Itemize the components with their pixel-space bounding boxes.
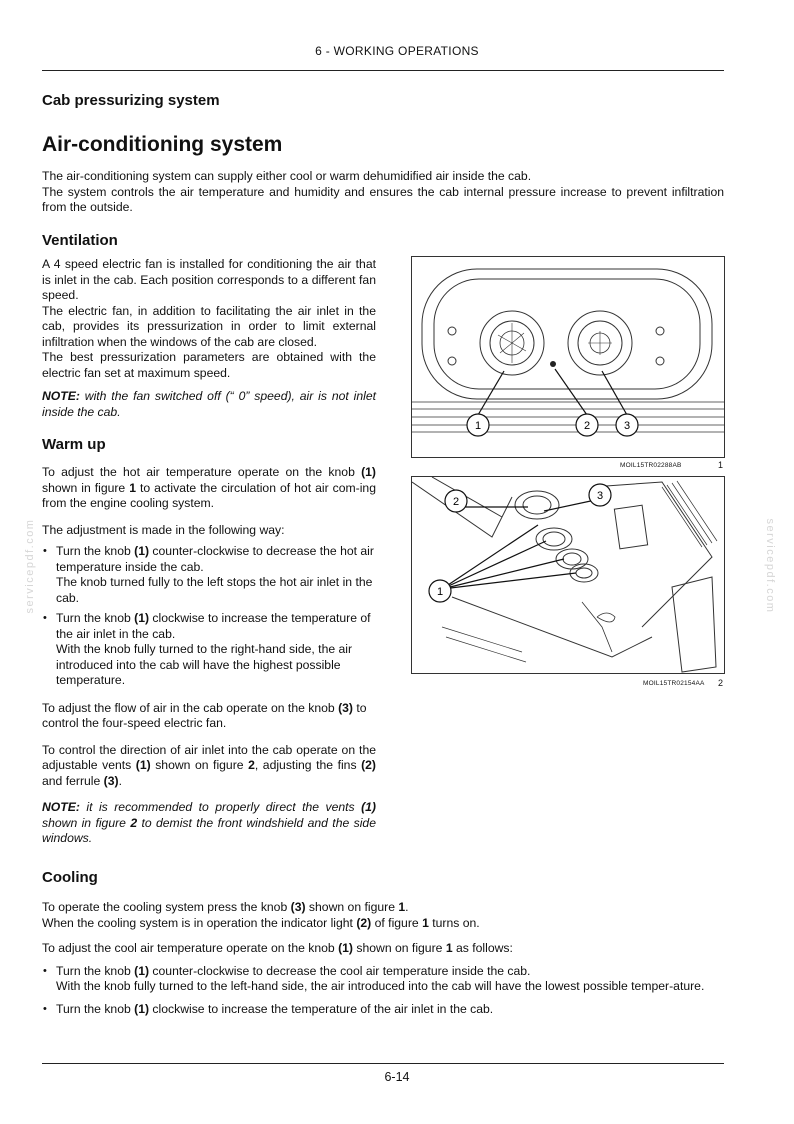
cooling-text (42, 900, 724, 1017)
callout-2: 2 (583, 420, 591, 432)
intro-paragraph: The system controls the air temperature and humidity and ensures the cab internal pressure increase to prevent infiltration from the outside. (42, 184, 724, 214)
heading-cooling: Cooling (42, 869, 98, 886)
heading-warm-up: Warm up (42, 436, 106, 453)
figure-1-number: 1 (718, 460, 724, 470)
callout-1: 1 (474, 420, 482, 432)
ventilation-paragraph: The electric fan, in addition to facilitating the air inlet in the cab, provides its pressurization in order to limit external infiltration when the windows of the cab are closed. (42, 303, 376, 349)
indicator-light (550, 361, 556, 367)
ventilation-paragraph: A 4 speed electric fan is installed for conditioning the air that is inlet in the cab. Each position corresponds to a different fan speed. (42, 257, 376, 302)
control-panel-illustration (412, 257, 724, 457)
figure-2 (411, 476, 725, 674)
callout-1: 1 (436, 586, 444, 598)
cooling-paragraph: To adjust the cool air temperature operate on the knob (1) shown on figure 1 as follows: (42, 941, 513, 955)
figure-1-caption: MOIL15TR02288AB (620, 462, 682, 469)
warmup-text (42, 465, 376, 847)
heading-ventilation: Ventilation (42, 232, 118, 249)
intro-paragraph: The air-conditioning system can supply either cool or warm dehumidified air inside the cab. (42, 169, 532, 183)
callout-3: 3 (596, 490, 604, 502)
note-text: with the fan switched off (“ 0” speed), air is not inlet inside the cab. (42, 389, 376, 419)
header-rule (42, 70, 724, 71)
ventilation-text (42, 257, 376, 420)
note-label: NOTE: (42, 389, 80, 403)
footer-rule (42, 1063, 724, 1064)
watermark-left: servicepdf.com (24, 518, 36, 614)
intro-block (42, 169, 724, 216)
ventilation-paragraph: The best pressurization parameters are obtained with the electric fan set at maximum speed. (42, 350, 376, 380)
list-item: • Turn the knob (1) clockwise to increase the temperature of the air inlet in the cab. (42, 1002, 724, 1018)
vents-illustration (412, 477, 724, 673)
page-number: 6-14 (384, 1070, 410, 1084)
warmup-paragraph: To adjust the hot air temperature operate on the knob (1) shown in figure 1 to activate the circulation of hot air com-ing from the engine cooling system. (42, 465, 376, 510)
cooling-paragraph: To operate the cooling system press the knob (3) shown on figure 1. (42, 900, 409, 914)
list-item: • Turn the knob (1) counter-clockwise to decrease the hot air temperature inside the cab. The knob turned fully to the left stops the hot air inlet in the cab. (42, 544, 376, 606)
warmup-paragraph: To adjust the flow of air in the cab operate on the knob (3) to control the four-speed electric fan. (42, 700, 367, 730)
figure-1 (411, 256, 725, 458)
warmup-paragraph: To control the direction of air inlet into the cab operate on the adjustable vents (1) shown on figure 2, adjusting the fins (2) and ferrule (3). (42, 742, 376, 788)
callout-3: 3 (623, 420, 631, 432)
list-item: • Turn the knob (1) counter-clockwise to decrease the cool air temperature inside the cab. With the knob fully turned to the left-hand side, the air introduced into the cab will have the lowest possible temper-ature. (42, 964, 724, 995)
cooling-paragraph: When the cooling system is in operation the indicator light (2) of figure 1 turns on. (42, 915, 480, 930)
callout-2: 2 (452, 496, 460, 508)
warmup-paragraph: The adjustment is made in the following way: (42, 522, 285, 537)
figure-2-caption: MOIL15TR02154AA (643, 680, 705, 687)
warmup-list (42, 544, 376, 689)
ventilation-note (42, 389, 376, 420)
watermark-right: servicepdf.com (764, 518, 776, 614)
warmup-note: NOTE: it is recommended to properly direct the vents (1) shown in figure 2 to demist the front windshield and the side windows. (42, 800, 376, 845)
cooling-list (42, 964, 724, 1018)
page-header: 6 - WORKING OPERATIONS (315, 44, 479, 58)
list-item: • Turn the knob (1) clockwise to increase the temperature of the air inlet in the cab. With the knob fully turned to the right-hand side, the air introduced into the cab will have the highest possible temperature. (42, 611, 376, 689)
heading-air-conditioning: Air-conditioning system (42, 133, 283, 156)
figure-2-number: 2 (718, 678, 724, 688)
heading-cab-pressurizing: Cab pressurizing system (42, 92, 220, 109)
